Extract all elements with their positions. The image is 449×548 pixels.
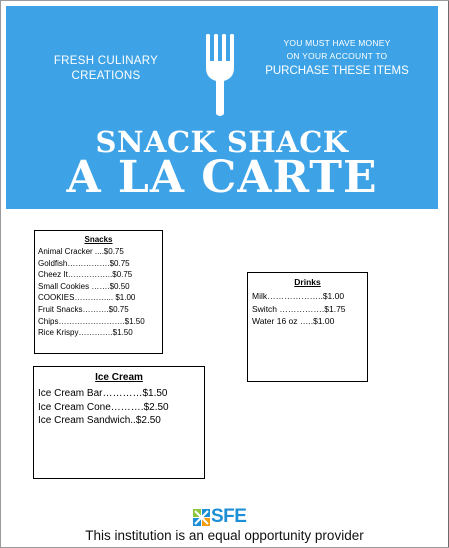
left-tagline-line-1: FRESH CULINARY bbox=[53, 55, 159, 67]
title-snack-shack: SNACK SHACK bbox=[95, 125, 349, 159]
fresh-culinary-tagline bbox=[42, 54, 170, 84]
ice-cream-menu-box bbox=[33, 366, 205, 479]
menu-header-banner bbox=[6, 6, 438, 209]
list-item: Cheez It……………..$0.75 bbox=[38, 270, 133, 280]
notice-line-2: ON YOUR ACCOUNT TO bbox=[286, 51, 388, 61]
list-item: Water 16 oz …..$1.00 bbox=[252, 316, 335, 326]
list-item: Milk………………..$1.00 bbox=[252, 291, 345, 301]
list-item: Small Cookies …….$0.50 bbox=[38, 281, 130, 291]
notice-line-3: PURCHASE THESE ITEMS bbox=[265, 65, 409, 77]
list-item: Chips…………………….$1.50 bbox=[38, 316, 145, 326]
list-item: Ice Cream Sandwich..$2.50 bbox=[38, 415, 161, 426]
snacks-menu-box bbox=[34, 230, 163, 354]
sfe-logo-icon bbox=[193, 509, 210, 526]
drinks-heading: Drinks bbox=[294, 277, 321, 287]
list-item: Switch …………….$1.75 bbox=[252, 303, 346, 314]
list-item: Ice Cream Bar…………$1.50 bbox=[38, 388, 168, 399]
money-requirement-notice bbox=[262, 37, 412, 79]
fork-icon bbox=[203, 34, 237, 118]
left-tagline-line-2: CREATIONS bbox=[71, 70, 141, 82]
drinks-menu-box bbox=[247, 272, 368, 382]
notice-line-1: YOU MUST HAVE MONEY bbox=[283, 38, 391, 48]
equal-opportunity-statement: This institution is an equal opportunity provider bbox=[85, 528, 364, 543]
list-item: Goldfish…………….$0.75 bbox=[38, 258, 130, 268]
snacks-heading: Snacks bbox=[84, 235, 113, 244]
sfe-logo bbox=[193, 506, 255, 528]
sfe-logo-text: SFE bbox=[211, 506, 247, 527]
list-item: COOKIES…………... $1.00 bbox=[38, 293, 136, 303]
list-item: Ice Cream Cone……….$2.50 bbox=[38, 401, 169, 413]
list-item: Animal Cracker ....$0.75 bbox=[38, 247, 124, 256]
list-item: Fruit Snacks……….$0.75 bbox=[38, 304, 129, 314]
title-a-la-carte: A LA CARTE bbox=[66, 152, 378, 203]
ice-cream-heading: Ice Cream bbox=[95, 372, 143, 383]
list-item: Rice Krispy………….$1.50 bbox=[38, 328, 133, 338]
